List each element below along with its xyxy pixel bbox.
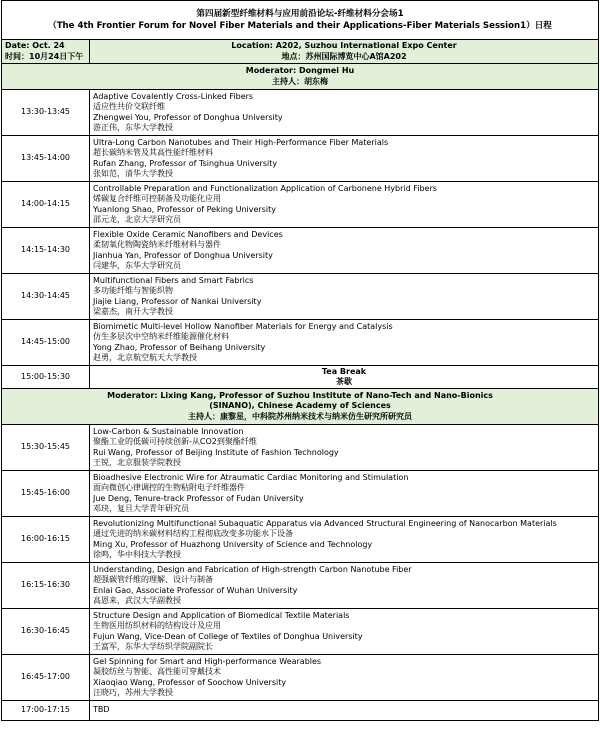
talk-title-cn: 柔韧氧化物陶瓷纳米纤维材料与器件 — [93, 240, 221, 250]
last-time: 17:00-17:15 — [2, 701, 90, 721]
session-time: 14:15-14:30 — [2, 228, 90, 274]
session-details — [90, 471, 599, 517]
talk-title-cn: 超长碳纳米管及其高性能纤维材料 — [93, 148, 213, 158]
talk-title-cn: 烯碳复合纤维可控制备及功能化应用 — [93, 194, 221, 204]
talk-title-en: Low-Carbon & Sustainable Innovation — [93, 427, 244, 437]
moderator-row — [2, 64, 599, 90]
break-cell — [90, 366, 599, 389]
speaker-en: Jiajie Liang, Professor of Nankai University — [93, 296, 262, 306]
speaker-cn: 张如范，清华大学教授 — [93, 168, 173, 178]
talk-title-en: Gel Spinning for Smart and High-performance Wearables — [93, 657, 322, 667]
session-row — [2, 655, 599, 701]
speaker-en: Rufan Zhang, Professor of Tsinghua University — [93, 158, 278, 168]
session-time: 13:30-13:45 — [2, 90, 90, 136]
break-cn: 茶歇 — [336, 377, 352, 386]
talk-title-en: Biomimetic Multi-level Hollow Nanofiber Materials for Energy and Catalysis — [93, 322, 393, 332]
talk-title-cn: 多功能纤维与智能织物 — [93, 286, 173, 296]
session-row — [2, 563, 599, 609]
talk-title-en: Bioadhesive Electronic Wire for Atraumatic Cardiac Monitoring and Stimulation — [93, 473, 409, 483]
session-details — [90, 517, 599, 563]
session-row — [2, 320, 599, 366]
date-en: Date: Oct. 24 — [5, 41, 65, 51]
speaker-en: Jue Deng, Tenure-track Professor of Fudan University — [93, 493, 304, 503]
moderator-en-line1: Moderator: Lixing Kang, Professor of Suzhou Institute of Nano-Tech and Nano-Bionics — [107, 391, 493, 401]
title-row — [2, 1, 599, 40]
location-en: Location: A202, Suzhou International Expo Center — [231, 41, 457, 51]
talk-title-en: Revolutionizing Multifunctional Subaquatic Apparatus via Advanced Structural Engineering of Nanocarbon Materials — [93, 519, 557, 529]
session-time: 14:45-15:00 — [2, 320, 90, 366]
schedule-table — [1, 0, 599, 721]
speaker-en: Yuanlong Shao, Professor of Peking University — [93, 204, 276, 214]
session-row — [2, 136, 599, 182]
talk-title-en: Understanding, Design and Fabrication of High-strength Carbon Nanotube Fiber — [93, 565, 412, 575]
schedule-page — [1, 0, 598, 721]
session-details — [90, 182, 599, 228]
session-time: 14:30-14:45 — [2, 274, 90, 320]
talk-title-en: Adaptive Covalently Cross-Linked Fibers — [93, 92, 254, 102]
talk-title-en: Ultra-Long Carbon Nanotubes and Their High-Performance Fiber Materials — [93, 138, 389, 148]
speaker-cn: 梁嘉杰，南开大学教授 — [93, 306, 173, 316]
session-row — [2, 182, 599, 228]
session-time: 13:45-14:00 — [2, 136, 90, 182]
session-details — [90, 90, 599, 136]
speaker-en: Xiaoqiao Wang, Professor of Soochow University — [93, 677, 287, 687]
talk-title-cn: 面向微创心律调控的生物粘附电子纤维器件 — [93, 483, 245, 493]
break-time: 15:00-15:30 — [2, 366, 90, 389]
session-details — [90, 320, 599, 366]
session-details — [90, 228, 599, 274]
title-cell — [2, 1, 599, 40]
session-time: 16:45-17:00 — [2, 655, 90, 701]
talk-title-en: Structure Design and Application of Biomedical Textile Materials — [93, 611, 350, 621]
talk-title-cn: 生物医用纺织材料的结构设计及应用 — [93, 621, 221, 631]
speaker-en: Enlai Gao, Associate Professor of Wuhan University — [93, 585, 298, 595]
speaker-cn: 游正伟，东华大学教授 — [93, 122, 173, 132]
session-row — [2, 609, 599, 655]
moderator-cell — [2, 389, 599, 425]
speaker-cn: 邓玦，复旦大学青年研究员 — [93, 503, 189, 513]
date-cell — [2, 40, 90, 64]
talk-title-cn: 通过先进的纳米碳材料结构工程彻底改变多功能水下设备 — [93, 529, 293, 539]
session-details — [90, 655, 599, 701]
last-row — [2, 701, 599, 721]
session-time: 15:30-15:45 — [2, 425, 90, 471]
speaker-en: Zhengwei You, Professor of Donghua University — [93, 112, 283, 122]
break-row — [2, 366, 599, 389]
session-details — [90, 274, 599, 320]
session-row — [2, 90, 599, 136]
moderator-en-line2: (SINANO), Chinese Academy of Sciences — [209, 401, 391, 411]
speaker-cn: 王富军，东华大学纺织学院副院长 — [93, 641, 213, 651]
session-row — [2, 471, 599, 517]
speaker-cn: 闫建华，东华大学研究员 — [93, 260, 181, 270]
speaker-cn: 赵勇，北京航空航天大学教授 — [93, 352, 197, 362]
speaker-cn: 邵元龙，北京大学研究员 — [93, 214, 181, 224]
speaker-en: Ming Xu, Professor of Huazhong University of Science and Technology — [93, 539, 373, 549]
speaker-en: Rui Wang, Professor of Beijing Institute of Fashion Technology — [93, 447, 339, 457]
speaker-cn: 高恩来，武汉大学副教授 — [93, 595, 181, 605]
talk-title-cn: 仿生多层次中空纳米纤维能源催化材料 — [93, 332, 229, 342]
session-time: 16:30-16:45 — [2, 609, 90, 655]
title-en: （The 4th Frontier Forum for Novel Fiber Materials and their Applications-Fiber Materials Session1）日程 — [48, 21, 552, 31]
info-row — [2, 40, 599, 64]
date-cn: 时间：10月24日下午 — [5, 51, 84, 61]
session-details — [90, 136, 599, 182]
session-time: 14:00-14:15 — [2, 182, 90, 228]
moderator-cell — [2, 64, 599, 90]
moderator-row — [2, 389, 599, 425]
talk-title-en: Flexible Oxide Ceramic Nanofibers and Devices — [93, 230, 283, 240]
moderator-cn: 主持人：胡东梅 — [272, 76, 328, 86]
talk-title-en: Controllable Preparation and Functionalization Application of Carbonene Hybrid Fibers — [93, 184, 437, 194]
session-details — [90, 425, 599, 471]
session-time: 16:15-16:30 — [2, 563, 90, 609]
speaker-en: Fujun Wang, Vice-Dean of College of Textiles of Donghua University — [93, 631, 363, 641]
break-en: Tea Break — [321, 366, 367, 376]
talk-title-cn: 凝胶纺丝与智能、高性能可穿戴技术 — [93, 667, 221, 677]
speaker-cn: 汪晓巧，苏州大学教授 — [93, 687, 173, 697]
talk-title-en: Multifunctional Fibers and Smart Fabrics — [93, 276, 254, 286]
moderator-cn: 主持人：康黎星，中科院苏州纳米技术与纳米仿生研究所研究员 — [188, 411, 412, 421]
session-row — [2, 425, 599, 471]
speaker-en: Jianhua Yan, Professor of Donghua University — [93, 250, 273, 260]
speaker-en: Yong Zhao, Professor of Beihang University — [93, 342, 266, 352]
session-row — [2, 228, 599, 274]
session-row — [2, 517, 599, 563]
talk-title-cn: 超强碳管纤维的理解、设计与制备 — [93, 575, 213, 585]
talk-title-cn: 适应性共价交联纤维 — [93, 102, 165, 112]
session-time: 15:45-16:00 — [2, 471, 90, 517]
session-row — [2, 274, 599, 320]
last-cell: TBD — [90, 701, 599, 721]
session-time: 16:00-16:15 — [2, 517, 90, 563]
speaker-cn: 徐鸣，华中科技大学教授 — [93, 549, 181, 559]
moderator-en: Moderator: Dongmei Hu — [245, 66, 355, 76]
session-details — [90, 609, 599, 655]
title-cn: 第四届新型纤维材料与应用前沿论坛-纤维材料分会场1 — [196, 9, 404, 19]
speaker-cn: 王锐，北京服装学院教授 — [93, 457, 181, 467]
location-cell — [90, 40, 599, 64]
location-cn: 地点：苏州国际博览中心A馆A202 — [281, 51, 407, 61]
session-details — [90, 563, 599, 609]
talk-title-cn: 聚酯工业的低碳可持续创新-从CO2到聚酯纤维 — [93, 437, 257, 447]
